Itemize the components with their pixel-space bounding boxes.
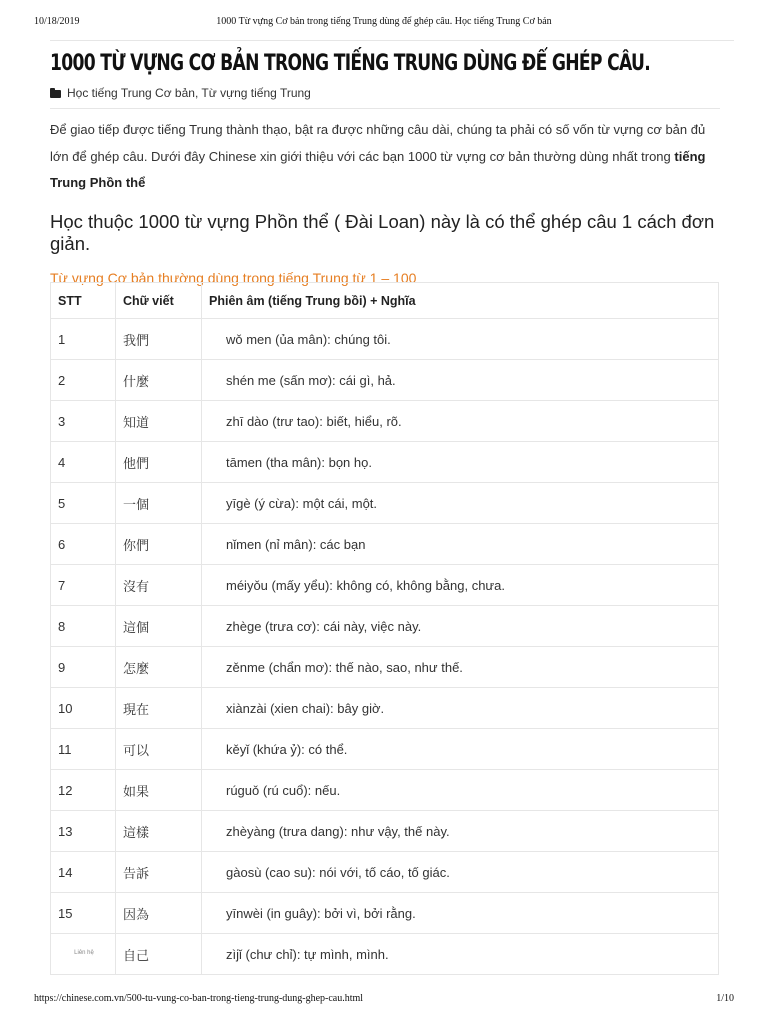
section-title: Từ vựng Cơ bản thường dùng trong tiếng Trung từ 1 – 100 xyxy=(50,269,417,286)
cell-chinese: 如果 xyxy=(116,770,202,811)
print-date: 10/18/2019 xyxy=(34,16,80,27)
table-row xyxy=(51,811,719,852)
table-row xyxy=(51,401,719,442)
cell-meaning: nǐmen (nỉ mân): các bạn xyxy=(202,524,719,565)
table-row xyxy=(51,442,719,483)
cell-chinese: 這樣 xyxy=(116,811,202,852)
cell-meaning: gàosù (cao su): nói với, tố cáo, tố giác. xyxy=(202,852,719,893)
header-divider xyxy=(50,40,734,41)
table-row xyxy=(51,852,719,893)
table-row xyxy=(51,688,719,729)
table-row xyxy=(51,770,719,811)
table-row xyxy=(51,893,719,934)
table-row xyxy=(51,934,719,975)
table-row xyxy=(51,606,719,647)
cell-meaning: shén me (sấn mơ): cái gì, hả. xyxy=(202,360,719,401)
cell-chinese: 因為 xyxy=(116,893,202,934)
table-row xyxy=(51,729,719,770)
cell-meaning: zhège (trưa cơ): cái này, việc này. xyxy=(202,606,719,647)
table-row xyxy=(51,360,719,401)
cell-meaning: rúguǒ (rú cuổ): nếu. xyxy=(202,770,719,811)
cell-meaning: yīnwèi (in guây): bởi vì, bởi rằng. xyxy=(202,893,719,934)
cell-meaning: wǒ men (ủa mân): chúng tôi. xyxy=(202,319,719,360)
cell-stt: 8 xyxy=(51,606,116,647)
table-row xyxy=(51,647,719,688)
table-row xyxy=(51,319,719,360)
table-row xyxy=(51,524,719,565)
cell-stt: 9 xyxy=(51,647,116,688)
intro-bold-text: tiếng Trung Phồn thể xyxy=(50,148,706,190)
cell-meaning: xiànzài (xien chai): bây giờ. xyxy=(202,688,719,729)
print-header xyxy=(34,16,734,30)
header-chu-viet: Chữ viết xyxy=(116,283,202,319)
print-page-title: 1000 Từ vựng Cơ bản trong tiếng Trung dùng để ghép câu. Học tiếng Trung Cơ bản xyxy=(216,16,552,27)
article xyxy=(50,48,720,287)
cell-stt: 3 xyxy=(51,401,116,442)
cell-meaning: zhèyàng (trưa dang): như vậy, thế này. xyxy=(202,811,719,852)
print-url: https://chinese.com.vn/500-tu-vung-co-ban-trong-tieng-trung-dung-ghep-cau.html xyxy=(34,993,364,1004)
cell-chinese: 現在 xyxy=(116,688,202,729)
cell-meaning: tāmen (tha mân): bọn họ. xyxy=(202,442,719,483)
cell-chinese: 告訴 xyxy=(116,852,202,893)
contact-chat-button[interactable]: Liên hệ xyxy=(64,944,104,962)
header-stt: STT xyxy=(51,283,116,319)
cell-meaning: zhī dào (trư tao): biết, hiểu, rõ. xyxy=(202,401,719,442)
cell-meaning: zìjǐ (chư chỉ): tự mình, mình. xyxy=(202,934,719,975)
intro-paragraph xyxy=(50,117,720,197)
cell-chinese: 他們 xyxy=(116,442,202,483)
cell-chinese: 你們 xyxy=(116,524,202,565)
cell-stt: 10 xyxy=(51,688,116,729)
cell-meaning: kěyǐ (khứa ỷ): có thể. xyxy=(202,729,719,770)
table-header-row xyxy=(51,283,719,319)
cell-chinese: 這個 xyxy=(116,606,202,647)
print-footer xyxy=(34,993,734,1007)
cell-meaning: yīgè (ý cừa): một cái, một. xyxy=(202,483,719,524)
cell-stt: 4 xyxy=(51,442,116,483)
intro-text: Để giao tiếp được tiếng Trung thành thạo, bật ra được những câu dài, chúng ta phải có số vốn từ vựng cơ bản đủ lớn để ghép câu. Dưới đây Chinese xin giới thiệu với các bạn 1000 từ vựng cơ bản thường dùng nhất trong xyxy=(50,122,706,164)
cell-chinese: 什麼 xyxy=(116,360,202,401)
cell-stt: 1 xyxy=(51,319,116,360)
cell-stt: 13 xyxy=(51,811,116,852)
cell-stt: 6 xyxy=(51,524,116,565)
category-links[interactable]: Học tiếng Trung Cơ bản, Từ vựng tiếng Trung xyxy=(67,86,311,100)
subheading: Học thuộc 1000 từ vựng Phồn thể ( Đài Loan) này là có thể ghép câu 1 cách đơn giản. xyxy=(50,210,715,254)
article-title: 1000 TỪ VỰNG CƠ BẢN TRONG TIẾNG TRUNG DÙNG ĐỂ GHÉP CÂU. xyxy=(50,51,651,76)
cell-chinese: 沒有 xyxy=(116,565,202,606)
cell-meaning: zěnme (chẩn mơ): thế nào, sao, như thế. xyxy=(202,647,719,688)
cell-stt: 7 xyxy=(51,565,116,606)
page-number: 1/10 xyxy=(716,993,734,1004)
cell-chinese: 怎麼 xyxy=(116,647,202,688)
meta-divider xyxy=(50,108,720,109)
cell-chinese: 我們 xyxy=(116,319,202,360)
cell-stt: 12 xyxy=(51,770,116,811)
article-categories xyxy=(50,84,720,102)
table-row xyxy=(51,565,719,606)
cell-chinese: 一個 xyxy=(116,483,202,524)
table-row xyxy=(51,483,719,524)
cell-stt: 15 xyxy=(51,893,116,934)
cell-stt: 2 xyxy=(51,360,116,401)
header-phien-am: Phiên âm (tiếng Trung bồi) + Nghĩa xyxy=(202,283,719,319)
cell-stt: 5 xyxy=(51,483,116,524)
vocabulary-table xyxy=(50,282,719,975)
cell-stt: 11 xyxy=(51,729,116,770)
cell-chinese: 可以 xyxy=(116,729,202,770)
folder-icon xyxy=(50,90,61,98)
cell-stt: 14 xyxy=(51,852,116,893)
cell-meaning: méiyǒu (mấy yểu): không có, không bằng, chưa. xyxy=(202,565,719,606)
cell-chinese: 知道 xyxy=(116,401,202,442)
cell-chinese: 自己 xyxy=(116,934,202,975)
